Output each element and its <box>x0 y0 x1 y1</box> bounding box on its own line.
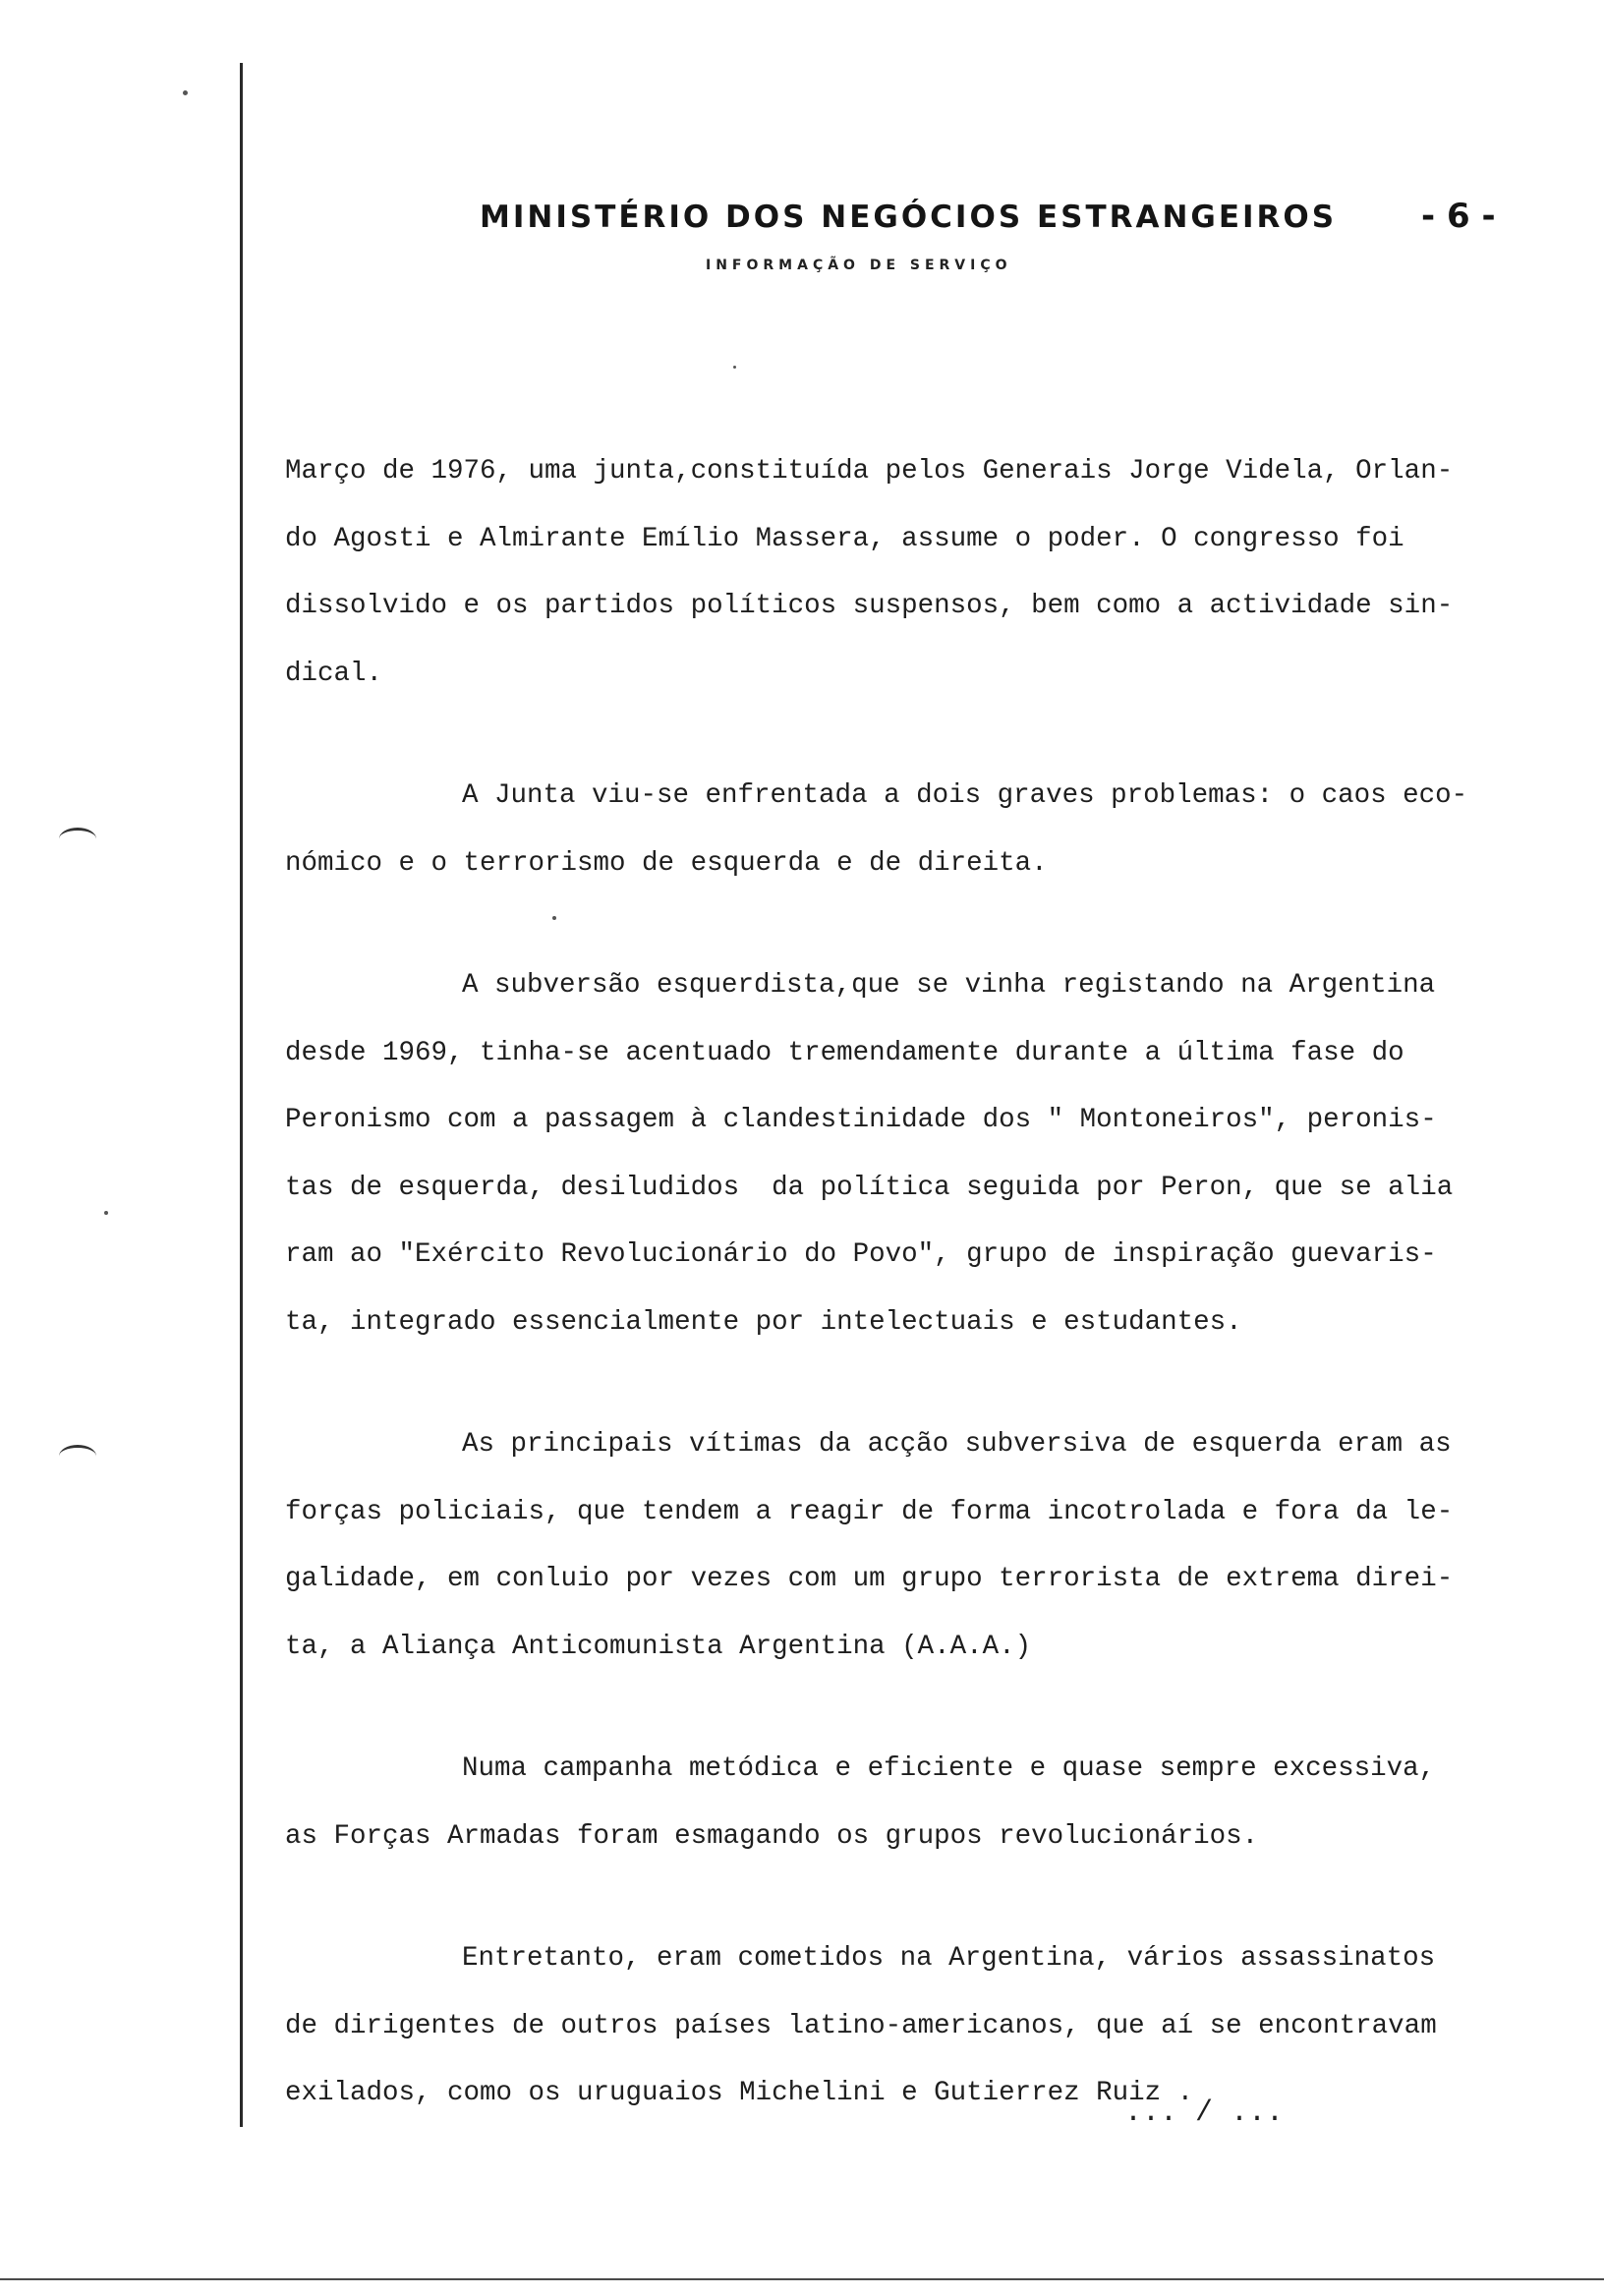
page-number: - 6 - <box>1421 197 1496 236</box>
text-line: A Junta viu-se enfrentada a dois graves problemas: o caos eco- <box>462 780 1468 811</box>
text-line: nómico e o terrorismo de esquerda e de direita. <box>285 847 1048 879</box>
continuation-marker: ... / ... <box>1124 2096 1285 2130</box>
left-margin-rule <box>240 63 243 2127</box>
paragraph-6 <box>285 1925 1592 2128</box>
binder-hole-mark <box>59 828 96 850</box>
document-body <box>285 438 1592 2128</box>
bottom-edge-rule <box>0 2278 1604 2280</box>
scan-speck <box>733 366 736 369</box>
binder-hole-mark <box>59 1445 96 1467</box>
paragraph-1 <box>285 438 1592 708</box>
text-line: Numa campanha metódica e eficiente e quase sempre excessiva, <box>462 1753 1436 1784</box>
text-line: de dirigentes de outros países latino-americanos, que aí se encontravam <box>285 2010 1437 2041</box>
text-line: Março de 1976, uma junta,constituída pelos Generais Jorge Videla, Orlan- <box>285 456 1454 487</box>
paragraph-3 <box>285 952 1592 1356</box>
text-line: ta, a Aliança Anticomunista Argentina (A.A.A.) <box>285 1631 1032 1662</box>
scan-speck <box>104 1211 108 1215</box>
text-line: dical. <box>285 658 383 689</box>
text-line: desde 1969, tinha-se acentuado tremendamente durante a última fase do <box>285 1037 1404 1068</box>
text-line: Peronismo com a passagem à clandestinidade dos " Montoneiros", peronis- <box>285 1105 1437 1135</box>
text-line: ram ao "Exército Revolucionário do Povo", grupo de inspiração guevaris- <box>285 1239 1437 1270</box>
text-line: as Forças Armadas foram esmagando os grupos revolucionários. <box>285 1820 1259 1852</box>
text-line: exilados, como os uruguaios Michelini e Gutierrez Ruiz . <box>285 2078 1194 2108</box>
text-line: do Agosti e Almirante Emílio Massera, assume o poder. O congresso foi <box>285 523 1404 554</box>
text-line: A subversão esquerdista,que se vinha registando na Argentina <box>462 970 1436 1001</box>
scan-speck <box>183 90 188 95</box>
ministry-title: MINISTÉRIO DOS NEGÓCIOS ESTRANGEIROS <box>480 200 1338 235</box>
paragraph-4 <box>285 1411 1592 1681</box>
document-subtitle: INFORMAÇÃO DE SERVIÇO <box>706 258 1012 273</box>
text-line: As principais vítimas da acção subversiva de esquerda eram as <box>462 1429 1452 1460</box>
text-line: dissolvido e os partidos políticos suspensos, bem como a actividade sin- <box>285 591 1454 621</box>
paragraph-2 <box>285 763 1592 897</box>
text-line: tas de esquerda, desiludidos da política seguida por Peron, que se alia <box>285 1172 1454 1203</box>
text-line: ta, integrado essencialmente por intelectuais e estudantes. <box>285 1306 1242 1338</box>
text-line: Entretanto, eram cometidos na Argentina, vários assassinatos <box>462 1943 1436 1974</box>
paragraph-5 <box>285 1736 1592 1870</box>
text-line: forças policiais, que tendem a reagir de forma incotrolada e fora da le- <box>285 1496 1454 1527</box>
text-line: galidade, em conluio por vezes com um grupo terrorista de extrema direi- <box>285 1564 1454 1594</box>
